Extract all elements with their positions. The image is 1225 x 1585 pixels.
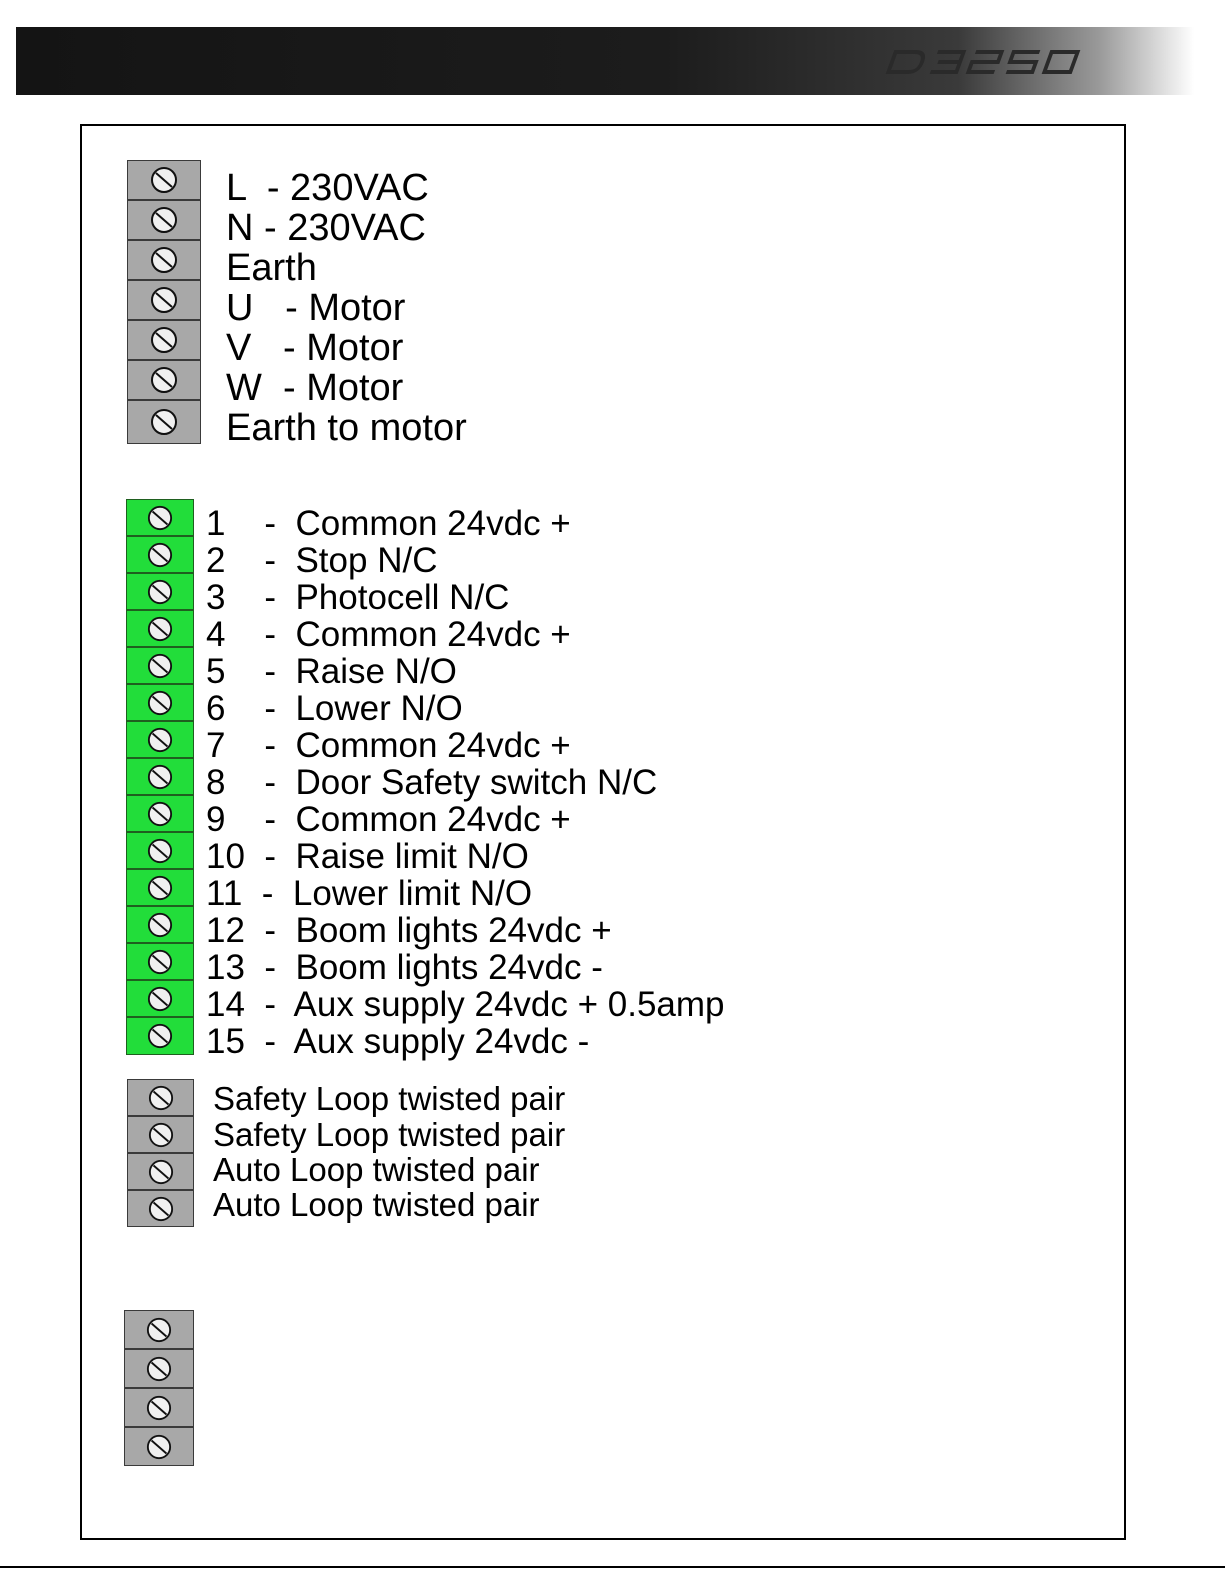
control-terminal-label: 6 - Lower N/O [206,689,463,728]
screw-icon [150,246,178,274]
screw-icon [147,727,173,753]
screw-icon [147,949,173,975]
screw-icon [147,653,173,679]
screw-icon [147,616,173,642]
screw-icon [150,408,178,436]
unlabeled-terminal [124,1427,194,1466]
screw-icon [148,1196,174,1222]
screw-icon [150,206,178,234]
control-terminal [126,647,194,684]
loop-terminal-label: Auto Loop twisted pair [213,1186,540,1223]
control-terminal-label: 9 - Common 24vdc + [206,800,571,839]
power-terminal-block [127,160,201,444]
control-terminal-label: 3 - Photocell N/C [206,578,510,617]
loop-terminal [127,1190,194,1227]
screw-icon [147,875,173,901]
loop-terminal [127,1116,194,1153]
screw-icon [147,838,173,864]
screw-icon [147,579,173,605]
control-terminal-label: 10 - Raise limit N/O [206,837,529,876]
unlabeled-terminal [124,1310,194,1349]
power-terminal [127,360,201,400]
screw-icon [147,801,173,827]
control-terminal-label: 11 - Lower limit N/O [206,874,533,913]
control-terminal-label: 15 - Aux supply 24vdc - [206,1022,590,1061]
screw-icon [146,1356,172,1382]
screw-icon [148,1085,174,1111]
loop-terminal [127,1079,194,1116]
power-terminal-label: U - Motor [226,287,406,329]
brand-logo [880,40,1105,84]
control-terminal-label: 2 - Stop N/C [206,541,438,580]
power-terminal-label: Earth to motor [226,407,467,449]
unlabeled-terminal-block [124,1310,194,1466]
screw-icon [148,1159,174,1185]
screw-icon [147,505,173,531]
control-terminal [126,980,194,1017]
screw-icon [146,1395,172,1421]
control-terminal [126,573,194,610]
power-terminal [127,320,201,360]
unlabeled-terminal [124,1349,194,1388]
loop-terminal-label: Safety Loop twisted pair [213,1080,566,1117]
screw-icon [147,690,173,716]
control-terminal [126,610,194,647]
screw-icon [150,326,178,354]
screw-icon [150,286,178,314]
control-terminal [126,943,194,980]
screw-icon [147,912,173,938]
power-terminal [127,400,201,444]
control-terminal-label: 7 - Common 24vdc + [206,726,571,765]
power-terminal-label: Earth [226,247,317,289]
control-terminal [126,758,194,795]
control-terminal [126,721,194,758]
power-terminal [127,240,201,280]
power-terminal-label: L - 230VAC [226,167,429,209]
screw-icon [147,542,173,568]
control-terminal [126,536,194,573]
bottom-rule [0,1566,1225,1568]
control-terminal [126,795,194,832]
screw-icon [150,366,178,394]
loop-terminal-label: Safety Loop twisted pair [213,1116,566,1153]
screw-icon [150,166,178,194]
power-terminal [127,160,201,200]
control-terminal [126,869,194,906]
power-terminal [127,200,201,240]
power-terminal-label: W - Motor [226,367,404,409]
power-terminal-label: V - Motor [226,327,404,369]
control-terminal-label: 5 - Raise N/O [206,652,457,691]
screw-icon [148,1122,174,1148]
control-terminal-label: 13 - Boom lights 24vdc - [206,948,603,987]
screw-icon [146,1434,172,1460]
control-terminal-block [126,499,194,1055]
unlabeled-terminal [124,1388,194,1427]
control-terminal [126,684,194,721]
brand-logo-graphic [880,40,1105,84]
control-terminal-label: 1 - Common 24vdc + [206,504,571,543]
control-terminal-label: 12 - Boom lights 24vdc + [206,911,612,950]
screw-icon [147,1023,173,1049]
screw-icon [147,764,173,790]
control-terminal-label: 14 - Aux supply 24vdc + 0.5amp [206,985,725,1024]
control-terminal [126,906,194,943]
control-terminal [126,832,194,869]
loop-terminal-label: Auto Loop twisted pair [213,1151,540,1188]
control-terminal-label: 8 - Door Safety switch N/C [206,763,658,802]
power-terminal [127,280,201,320]
power-terminal-label: N - 230VAC [226,207,426,249]
control-terminal-label: 4 - Common 24vdc + [206,615,571,654]
loop-terminal [127,1153,194,1190]
screw-icon [146,1317,172,1343]
screw-icon [147,986,173,1012]
loop-terminal-block [127,1079,194,1227]
control-terminal [126,499,194,536]
control-terminal [126,1017,194,1055]
